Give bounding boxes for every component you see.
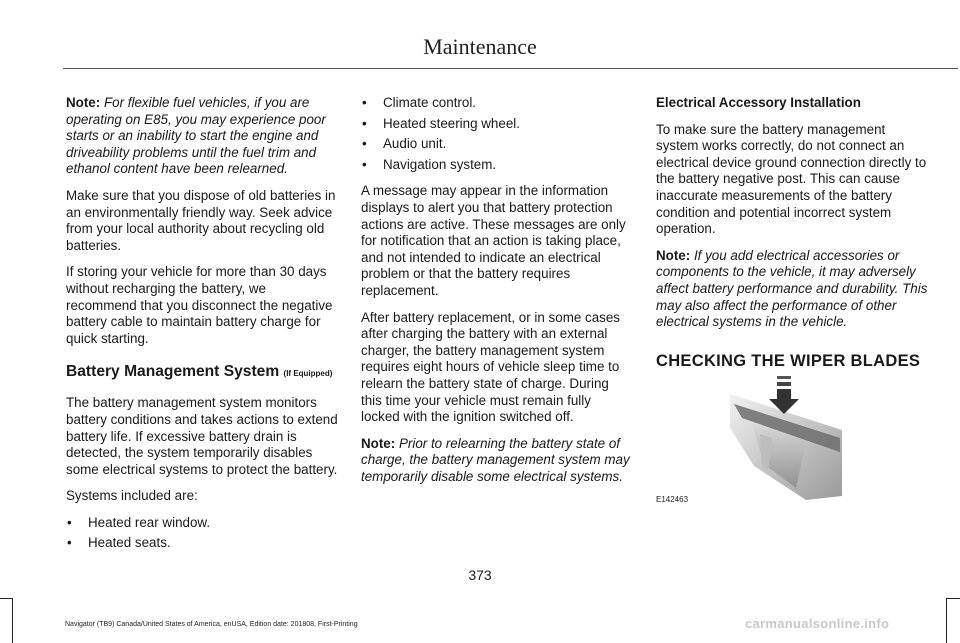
crop-mark xyxy=(12,598,13,643)
list-item: • Navigation system. xyxy=(361,157,633,174)
paragraph-bms: The battery management system monitors battery conditions and takes actions to extend battery life. If excessive battery drain is detected, the system temporarily disables some electrical systems to protect the battery. xyxy=(66,395,338,477)
footer-text: Navigator (TB9) Canada/United States of America, enUSA, Edition date: 201808, First-Printing xyxy=(65,621,358,628)
wiper-blade-illustration xyxy=(656,368,846,504)
crop-mark xyxy=(946,598,947,643)
watermark: carmanualsonline.info xyxy=(745,616,890,631)
note-relearning xyxy=(361,436,633,486)
header-rule xyxy=(63,68,958,69)
bullet-list xyxy=(361,95,633,173)
note-label: Note: xyxy=(66,95,101,110)
heading-qualifier: (If Equipped) xyxy=(283,369,333,379)
paragraph-message: A message may appear in the information displays to alert you that battery protection actions are active. These messages are only for notification that an action is taking place, and not intended to indicate an electrical problem or that the battery requires replacement. xyxy=(361,183,626,298)
note-text: Prior to relearning the battery state of charge, the battery management system may temporarily disable some electrical systems. xyxy=(361,435,630,484)
column-2 xyxy=(361,95,633,495)
arrow-shaft xyxy=(777,389,791,399)
list-item: • Heated steering wheel. xyxy=(361,116,633,133)
list-item: • Climate control. xyxy=(361,95,633,112)
list-item: • Audio unit. xyxy=(361,136,633,153)
section-heading-accessory: Electrical Accessory Installation xyxy=(656,95,861,110)
page-title: Maintenance xyxy=(423,34,537,59)
paragraph-dispose: Make sure that you dispose of old batteries in an environmentally friendly way. Seek advice from your local authority about recycling old batteries. xyxy=(66,187,336,253)
paragraph-replacement: After battery replacement, or in some cases after charging the battery with an external charger, the battery management system requires eight hours of vehicle sleep time to relearn the battery state of charge. During this time your vehicle must remain fully locked with the ignition switched off. xyxy=(361,309,620,425)
list-item: • Heated rear window. xyxy=(66,515,338,532)
column-1 xyxy=(66,95,338,562)
note-text: For flexible fuel vehicles, if you are operating on E85, you may experience poor starts or an inability to start the engine and driveability problems until the fuel trim and ethanol content have been relearned. xyxy=(66,95,326,177)
paragraph-systems: Systems included are: xyxy=(66,488,198,504)
note-label: Note: xyxy=(361,435,396,451)
bullet-list xyxy=(66,515,338,552)
wiper-blade-figure xyxy=(656,368,846,504)
paragraph-accessory: To make sure the battery management system works correctly, do not connect an electrical device ground connection directly to the battery negative post. This can cause inaccurate measurements of the battery condition and potential incorrect system operation. xyxy=(656,121,927,237)
figure-label: E142463 xyxy=(656,495,689,504)
note-flexible-fuel xyxy=(66,95,338,178)
section-heading-wiper: CHECKING THE WIPER BLADES xyxy=(656,351,921,370)
paragraph-storing: If storing your vehicle for more than 30 days without recharging the battery, we recommend that you disconnect the negative battery cable to maintain battery charge for quick starting. xyxy=(66,264,333,346)
column-3 xyxy=(656,95,928,369)
arrow-stripe xyxy=(777,382,791,386)
list-item: • Heated seats. xyxy=(66,535,338,552)
section-heading-bms xyxy=(66,363,338,383)
crop-mark xyxy=(946,598,960,599)
heading-text: Battery Management System xyxy=(66,363,280,381)
crop-mark xyxy=(0,598,13,599)
arrow-stripe xyxy=(777,376,791,379)
page-number: 373 xyxy=(468,567,492,583)
note-text: If you add electrical accessories or components to the vehicle, it may adversely affect battery performance and durability. This may also affect the performance of other electrical systems in the vehicle. xyxy=(656,247,928,330)
note-label: Note: xyxy=(656,247,691,263)
note-accessories xyxy=(656,248,928,331)
